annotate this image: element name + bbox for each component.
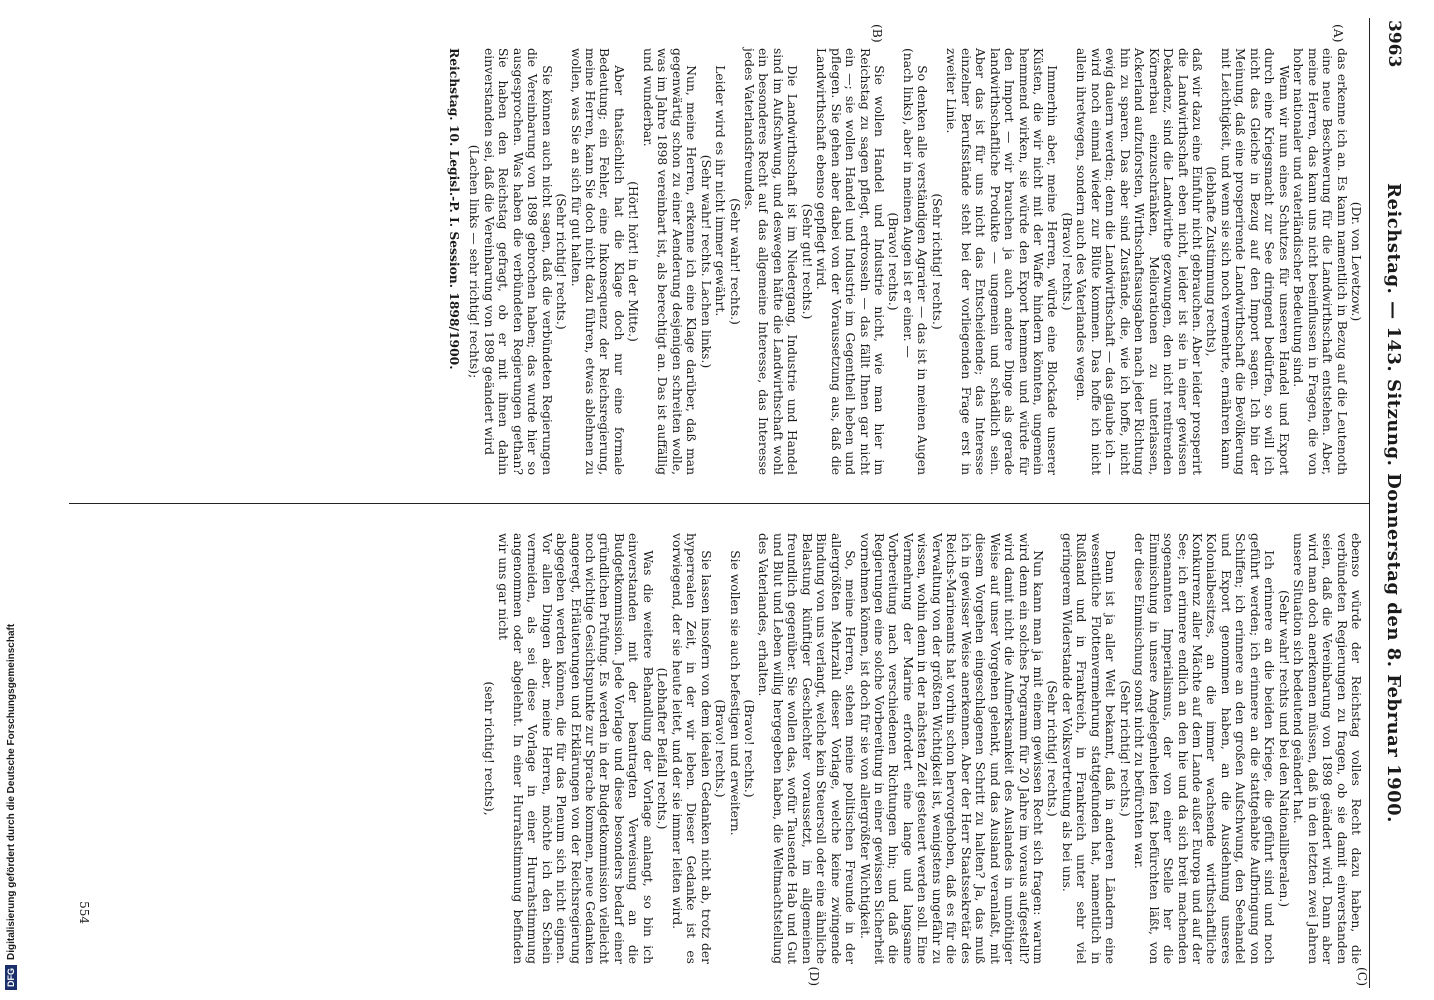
paragraph: Sie wollen Handel und Industrie nicht, wie man hier im Reichstag zu sagen pflegt, erdrosseln — das fällt Ihnen gar nicht ein —; sie wollen Handel und Industrie im Gegentheil heben und pflegen. Sie gehen aber dabei von der Voraussetzung aus, daß die Landwirthschaft ebenso gepflegt wird.	[814, 48, 887, 475]
paragraph: Immerhin aber, meine Herren, würde eine Blockade unserer Küsten, die wir nicht mit der Waffe hindern könnten, ungemein hemmend wirken, sie würde den Export hemmen und würde für den Import — wir brauchen ja auch andere Dinge als gerade landwirthschaftliche Produkte — ungemein und schädlich sein. Aber das ist für uns nicht das Entscheidende; das Interesse einzelner Berufsstände steht bei der vorliegenden Frage erst in zweiter Linie.	[944, 48, 1060, 475]
interjection: (Sehr richtig! rechts.)	[1117, 680, 1132, 817]
interjection: (Sehr wahr! rechts und bei den Nationalliberalen.)	[1276, 589, 1291, 908]
margin-mark-c: (C)	[1355, 966, 1369, 986]
right-column	[69, 503, 1369, 988]
interjection: (Sehr wahr! rechts. Lachen links.)	[698, 154, 713, 369]
interjection: (Sehr richtig! rechts.)	[1045, 680, 1060, 817]
paragraph: Ich erinnere an die beiden Kriege, die geführt sind und noch geführt werden; ich erinnere an die stattgehabte Aufbringung von Schiffen; ich erinnere an den großen Aufschwung, den Seehandel und Export genommen haben, an die Ausdehnung unseres Kolonialbesitzes, an die immer wachsende wirthschaftliche Konkurrenz aller Mächte auf dem Lande außer Europa und auf der See; ich erinnere endlich an den hie und da sich breit machenden sogenannten Imperialismus, der von einer Stelle her die Einmischung in unsere Angelegenheiten fast befürchten läßt, von der diese Einmischung sonst nicht zu befürchten war.	[1132, 533, 1277, 964]
paragraph: Leider wird es ihr nicht immer gewährt.	[713, 65, 728, 317]
page-header	[1369, 18, 1428, 988]
credit-text: Digitalisierung gefördert durch die Deutsche Forschungsgemeinschaft	[6, 623, 17, 960]
interjection: (Sehr gut! rechts.)	[799, 203, 814, 320]
running-title: Reichstag. — 143. Sitzung. Donnerstag den 8. Februar 1900.	[1383, 183, 1404, 823]
paragraph: Nun, meine Herren, erkenne ich eine Klage darüber, daß man gegenwärtig schon zu einer Aenderung desjenigen schreiten wolle, was im Jahre 1898 vereinbart ist, als berechtigt an. Das ist auffällig und wunderbar.	[640, 48, 699, 475]
paragraph: Was die weitere Behandlung der Vorlage anlangt, so bin ich einverstanden mit der beantragten Verweisung an die Budgetkommission. Jede Vorlage und diese besonders bedarf einer gründlichen Prüfung. Es werden in der Budgetkommission vielleicht noch wichtige Gesichtspunkte zur Sprache kommen, neue Gedanken angeregt, Erläuterungen und Erklärungen von der Reichsregierung abgegeben werden können, die für das Plenum sich nicht eignen. Vor allen Dingen aber, meine Herren, möchte ich den Schein vermeiden, als sei diese Vorlage in einer Hurrahstimmung angenommen oder abgelehnt. In einer Hurrahstimmung befinden wir uns gar nicht	[496, 533, 655, 964]
interjection: (Lachen links — sehr richtig! rechts);	[467, 144, 482, 379]
scanned-page	[52, 0, 1434, 1000]
interjection: (Bravo! rechts.)	[741, 699, 756, 798]
interjection: (Bravo! rechts.)	[1059, 212, 1074, 311]
interjection: (Sehr wahr! rechts.)	[727, 198, 742, 325]
interjection: (Bravo! rechts.)	[886, 212, 901, 311]
paragraph: Nun kann man ja mit einem gewissen Recht sich fragen: warum wird denn ein solches Programm für 20 Jahre im voraus aufgestellt? wird damit nicht die Aufmerksamkeit des Auslandes in unnöthiger Weise auf unser Vorgehen gelenkt, und das Ausland veranlaßt, mit diesem Vorgehen eingeschlagenen Schritt zu halten? Ja, das muß ich in gewisser Weise anerkennen. Aber der Herr Staatssekretär des Reichs-Marineamts hat vorhin schon hervorgehoben, daß es für die Verwaltung von der größten Wichtigkeit ist, wenigstens ungefähr zu wissen, wohin denn in der nächsten Zeit gesteuert werden soll. Eine Vermehrung der Marine erfordert eine lange und langsame Vorbereitung nach verschiedenen Richtungen hin; und daß die Regierungen eine solche Vorbereitung in einer gewissen Sicherheit vornehmen können, ist doch für sie von allergrößter Wichtigkeit.	[857, 533, 1046, 964]
paragraph: So, meine Herren, stehen meine politischen Freunde in der allergrößten Mehrzahl dieser Vorlage, welche keine zwingende Bindung von uns verlangt, welche kein Steuersoll oder eine ähnliche Belastung künftiger Geschlechter voraussetzt, im allgemeinen freundlich gegenüber. Sie wollen das, wofür Tausende Hab und Gut und Blut und Leben willig hergegeben haben, die Weltmachtstellung des Vaterlandes, erhalten.	[756, 533, 858, 964]
margin-mark-b: (B)	[870, 24, 884, 43]
paragraph: So denken alle verständigen Agrarier — das ist in meinen Augen (nach links), aber in meinen Augen ist er einer. —	[900, 48, 930, 475]
margin-mark-d: (D)	[807, 966, 821, 986]
interjection: (Sehr richtig! rechts.)	[554, 193, 569, 330]
paragraph: Aber thatsächlich hat die Klage doch nur eine formale Bedeutung; ein Fehler, eine Inkonsequenz der Reichsregierung, meine Herren, kann Sie doch nicht dazu führen, etwas ablehnen zu wollen, was Sie an sich für gut halten.	[568, 48, 626, 475]
interjection: (lebhafte Zustimmung rechts),	[1204, 166, 1219, 357]
paragraph: Wenn wir nun eines Schutzes für unseren Handel und Export durch eine Kriegsmacht zur See dringend bedürfen, so will ich nicht das Gleiche in Bezug auf den Import sagen. Ich bin der Meinung, daß eine prosperirende Landwirthschaft die Bevölkerung mit Leichtigkeit, und wenn sie sich noch vermehrte, ernähren kann	[1218, 48, 1291, 475]
interjection: (Bravo! rechts.)	[713, 699, 728, 798]
paragraph: Sie lassen insofern von dem idealen Gedanken nicht ab, trotz der hyperrealen Zeit, in der wir leben. Dieser Gedanke ist es vorwiegend, der sie heute leitet, und der sie immer leiten wird.	[669, 533, 713, 964]
paragraph: Sie können auch nicht sagen, daß die verbündeten Regierungen die Vereinbarung von 1898 gebrochen haben; das wurde hier so ausgesprochen. Was haben die verbündeten Regierungen gethan? Sie haben den Reichstag gefragt, ob er mit ihnen dahin einverstanden sei, daß die Vereinbarung von 1898 geändert wird	[481, 48, 554, 475]
paragraph: daß wir dazu eine Einfuhr nicht gebrauchen. Aber leider prosperirt die Landwirthschaft eben nicht, leider ist sie in einer gewissen Dekadenz, sind die Landwirthe gezwungen, den nicht rentirenden Körnerbau einzuschränken, Meliorationen zu unterlassen, Ackerland aufzuforsten, Wirthschaftsausgaben nach jeder Richtung hin zu sparen. Das aber sind Zustände, die, wie ich hoffe, nicht ewig dauern werden; denn die Landwirthschaft — das glaube ich — wird noch einmal wieder zur Blüte kommen. Das hoffe ich nicht allein ihretwegen, sondern auch des Vaterlandes wegen.	[1074, 48, 1205, 475]
dfg-logo: DFG	[5, 965, 17, 990]
interjection: (Sehr richtig! rechts.)	[929, 193, 944, 330]
speaker-name: (Dr. von Levetzow.)	[1349, 201, 1363, 322]
paragraph: Dann ist ja aller Welt bekannt, daß in anderen Ländern eine wesentliche Flottenvermehrung stattgefunden hat, namentlich in Rußland und in Frankreich, in Frankreich unter sehr viel geringerem Widerstande der Volksvertretung als bei uns.	[1059, 533, 1118, 964]
signature-mark: 554	[77, 901, 92, 924]
paragraph: Die Landwirthschaft ist im Niedergang, Industrie und Handel sind im Aufschwung, und deswegen hätte die Landwirthschaft wohl ein besonderes Recht auf das allgemeine Interesse, das Interesse jedes Vaterlandsfreundes.	[741, 48, 800, 475]
interjection: (Lebhafter Beifall rechts.)	[655, 667, 670, 830]
margin-mark-a: (A)	[1331, 24, 1345, 43]
text-columns	[69, 18, 1369, 988]
left-column	[69, 18, 1369, 503]
paragraph: das erkenne ich an. Es kann namentlich in Bezug auf die Leutenoth eine neue Beschwerung für die Landwirthschaft entstehen. Aber, meine Herren, das kann uns nicht beeinflussen in Fragen, die von hoher nationaler und vaterländischer Bedeutung sind.	[1291, 48, 1349, 475]
interjection: (Hört! hört! in der Mitte.)	[626, 181, 641, 342]
paragraph: ebenso würde der Reichstag volles Recht dazu haben, die verbündeten Regierungen zu fragen, ob sie damit einverstanden seien, daß die Vereinbarung von 1898 geändert wird. Dann aber wird man doch anerkennen müssen, daß in den letzten zwei Jahren unsere Situation sich bedeutend geändert hat.	[1291, 533, 1363, 964]
interjection: (sehr richtig! rechts),	[481, 681, 496, 816]
digitization-credit	[5, 0, 17, 1000]
page-footer: Reichstag. 10. Legisl.-P. I. Session. 1898/1900.	[446, 48, 462, 370]
paragraph: Sie wollen sie auch befestigen und erweitern.	[727, 550, 742, 836]
page-number: 3963	[1384, 20, 1404, 68]
